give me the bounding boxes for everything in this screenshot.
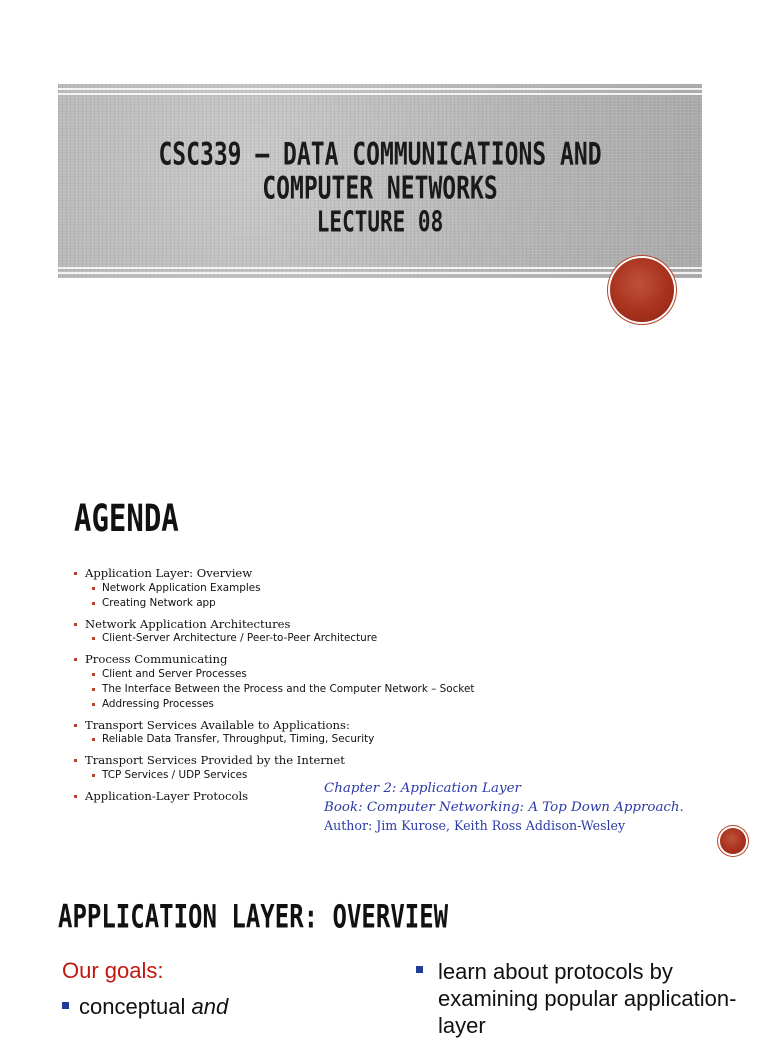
agenda-subitem: Client and Server Processes — [74, 667, 504, 682]
banner-stripe — [58, 93, 702, 95]
goal-text-italic: and — [191, 994, 229, 1019]
agenda-item: Transport Services Provided by the Internet — [74, 753, 504, 768]
goal-text: conceptual — [79, 994, 186, 1019]
agenda-item: Process Communicating — [74, 652, 504, 667]
banner-stripe — [58, 272, 702, 274]
goal-bullet — [62, 994, 228, 1020]
lecture-number: LECTURE 08 — [316, 205, 444, 239]
reference-author: Author: Jim Kurose, Keith Ross Addison-Wesley — [324, 818, 626, 833]
reference-book: Book: Computer Networking: A Top Down Approach. — [324, 799, 684, 815]
course-title-line-2: COMPUTER NETWORKS — [262, 171, 498, 207]
agenda-section — [74, 718, 504, 748]
agenda-item: Application-Layer Protocols — [74, 789, 504, 804]
banner-stripe — [58, 88, 702, 90]
decorative-circle-small — [720, 828, 746, 854]
agenda-subitem: Network Application Examples — [74, 581, 504, 596]
agenda-section — [74, 566, 504, 611]
overview-title: APPLICATION LAYER: OVERVIEW — [58, 898, 449, 936]
agenda-title: AGENDA — [74, 496, 179, 541]
reference-block — [324, 780, 684, 836]
agenda-list — [74, 566, 504, 809]
agenda-subitem: Client-Server Architecture / Peer-to-Peer Architecture — [74, 631, 504, 646]
agenda-item: Application Layer: Overview — [74, 566, 504, 581]
square-bullet-icon — [62, 1002, 69, 1009]
agenda-subitem: Addressing Processes — [74, 697, 504, 712]
title-banner — [58, 84, 702, 278]
reference-chapter: Chapter 2: Application Layer — [324, 781, 521, 796]
agenda-section — [74, 617, 504, 647]
agenda-section — [74, 652, 504, 712]
agenda-subitem: Reliable Data Transfer, Throughput, Timing, Security — [74, 732, 504, 747]
square-bullet-icon — [416, 966, 423, 973]
agenda-section — [74, 753, 504, 783]
agenda-subitem: The Interface Between the Process and the Computer Network – Socket — [74, 682, 504, 697]
goal-bullet-right — [416, 958, 746, 1039]
course-title-line-1: CSC339 – DATA COMMUNICATIONS AND — [158, 137, 602, 173]
agenda-subitem: TCP Services / UDP Services — [74, 768, 504, 783]
decorative-circle — [610, 258, 674, 322]
agenda-item: Transport Services Available to Applications: — [74, 718, 504, 733]
goals-label: Our goals: — [62, 958, 164, 983]
banner-stripe — [58, 267, 702, 269]
agenda-item: Network Application Architectures — [74, 617, 504, 632]
goal-text-right: learn about protocols by examining popular application-layer — [438, 959, 737, 1038]
agenda-subitem: Creating Network app — [74, 596, 504, 611]
